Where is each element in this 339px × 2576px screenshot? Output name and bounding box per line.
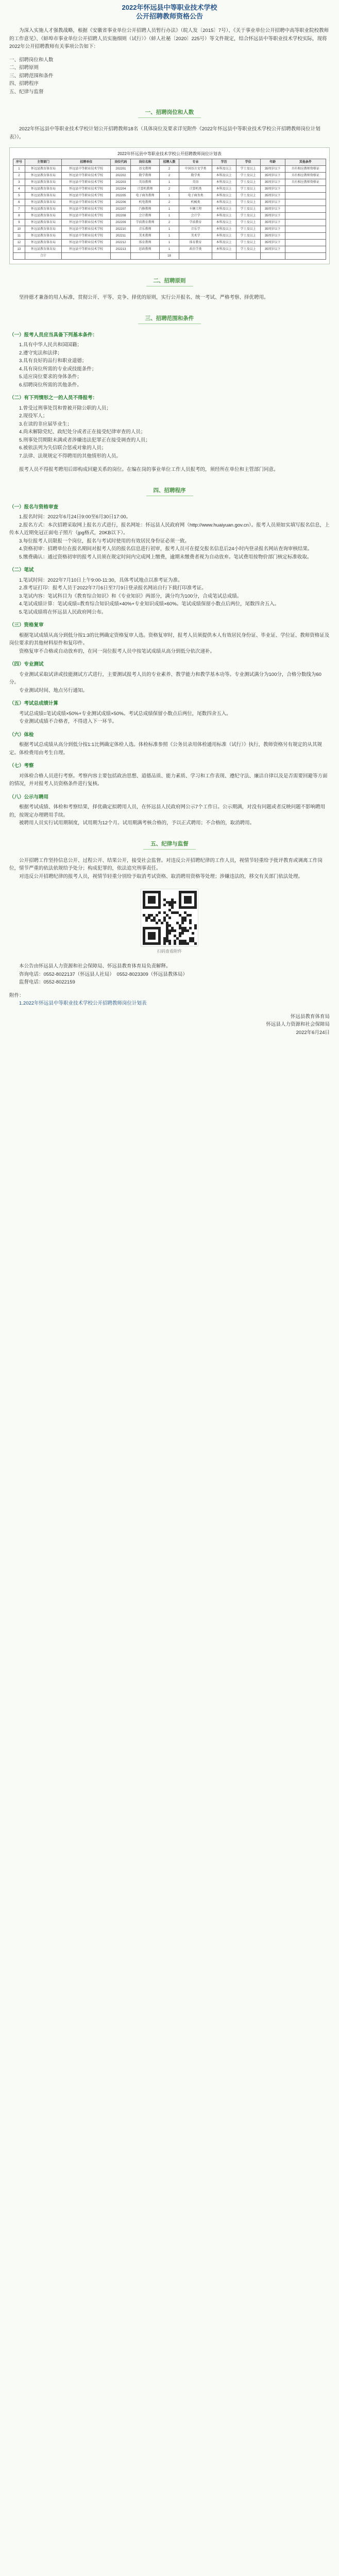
s4-part-8-title: （八）公示与聘用 (9, 794, 49, 800)
table-cell: 怀远县教育体育局 (25, 206, 61, 213)
sign-date: 2022年6月24日 (296, 1029, 330, 1036)
section-heading-1: 一、招聘岗位和人数 (9, 107, 330, 118)
table-cell: 1 (159, 226, 179, 233)
s3-forbid-item: 5.刑事处罚期限未满或者涉嫌违法犯罪正在接受调查的人员； (19, 437, 150, 443)
s4-part-1-item: 4.资格初审：招聘单位在报名期间对报考人员的报名信息进行初审，报考人员可在提交报名信息后24小时内登录报名网站查询审核结果。 (19, 546, 313, 552)
table-cell (285, 226, 326, 233)
s4-part-1-item: 2.报名方式：本次招聘采取网上报名方式进行，报名网址：怀远县人民政府网（http://www.huaiyuan.gov.cn）。报考人员须如实填写报名信息，上传本人近期免冠正面电子照片（jpg格式，20KB以下）。 (9, 522, 330, 536)
signature-block (9, 1013, 330, 1037)
table-cell: 机电教师 (131, 199, 159, 206)
table-cell: 10 (13, 226, 25, 233)
table-caption: 2022年怀远县中等职业技术学校公开招聘教师岗位计划表 (117, 151, 222, 156)
table-cell (285, 199, 326, 206)
table-cell: 学士及以上 (236, 173, 260, 179)
section-heading-2: 二、招聘原则 (9, 276, 330, 286)
table-cell: 学士及以上 (236, 246, 260, 253)
s3-forbid-item: 6.被依法列为失信联合惩戒对象的人员； (19, 445, 107, 451)
s4-part-2-item: 5.笔试成绩将在怀远县人民政府网公布。 (19, 609, 107, 615)
toc-item: 五、纪律与监督 (9, 89, 44, 95)
section-5-text: 公开招聘工作坚持信息公开、过程公开、结果公开，接受社会监督。对违反公开招聘纪律的工作人员，视情节轻重给予批评教育或调离工作岗位，情节严重的依法依规给予处分；构成犯罪的，依法追究刑事责任。 (9, 857, 323, 871)
s3-condition-item: 4.具有岗位所需的专业或技能条件； (19, 366, 97, 372)
table-cell: 学士及以上 (236, 186, 260, 193)
table-header-row (13, 159, 326, 166)
table-cell: 思政教师 (131, 246, 159, 253)
table-row (13, 240, 326, 246)
s4-part-6-item: 根据考试总成绩从高分到低分按1:1比例确定体检人选。体检标准参照《公务员录用体检通用标准（试行）》执行，教师资格另有规定的从其规定。体检费用由考生自理。 (9, 742, 322, 756)
table-cell: 体育教育 (179, 240, 212, 246)
table-cell: 本科及以上 (212, 173, 236, 179)
qr-caption: 扫码查看附件 (157, 949, 182, 954)
table-cell: 本科及以上 (212, 193, 236, 199)
table-cell: 体育教师 (131, 240, 159, 246)
table-row (13, 219, 326, 226)
table-row (13, 179, 326, 186)
table-cell: 8 (13, 213, 25, 219)
s3-condition-item: 3.具有良好的品行和职业道德； (19, 358, 87, 364)
table-header-cell: 招聘单位 (62, 159, 111, 166)
table-header-cell: 岗位名称 (131, 159, 159, 166)
s4-part-7-item: 对体检合格人员进行考察。考察内容主要包括政治思想、道德品质、能力素质、学习和工作表现、遵纪守法、廉洁自律以及是否需要回避等方面的情况，并对报考人员资格条件进行复核。 (9, 773, 328, 787)
table-cell: 车辆工程 (179, 206, 212, 213)
table-cell: 具有相应教师资格证 (285, 173, 326, 179)
table-cell: 202212 (111, 240, 131, 246)
s4-part-1-item: 3.每位报考人员限报一个岗位，报名与考试时使用的有效居民身份证必须一致。 (19, 538, 190, 544)
table-cell: 怀远县教育体育局 (25, 173, 61, 179)
table-header-cell: 专业 (179, 159, 212, 166)
table-cell (179, 253, 212, 260)
table-cell: 35周岁以下 (260, 179, 285, 186)
table-cell: 具有相应教师资格证 (285, 166, 326, 173)
table-cell: 35周岁以下 (260, 246, 285, 253)
table-cell: 202209 (111, 219, 131, 226)
table-header-cell: 岗位代码 (111, 159, 131, 166)
table-cell: 202202 (111, 173, 131, 179)
table-cell: 35周岁以下 (260, 219, 285, 226)
s4-part-2-item: 1.笔试时间：2022年7月10日上午9:00-11:30，具体考试地点以准考证为准。 (19, 577, 183, 583)
s3-condition-item: 1.具有中华人民共和国国籍； (19, 342, 82, 348)
table-cell: 学士及以上 (236, 233, 260, 240)
table-row (13, 193, 326, 199)
s3-condition-item: 6.招聘岗位所需的其他条件。 (19, 382, 82, 388)
table-cell: 35周岁以下 (260, 213, 285, 219)
s4-part-6-title: （六）体检 (9, 732, 34, 738)
table-cell: 怀远县教育体育局 (25, 240, 61, 246)
s4-part-7-title: （七）考察 (9, 763, 34, 769)
table-cell: 音乐教师 (131, 226, 159, 233)
table-cell: 怀远县教育体育局 (25, 219, 61, 226)
s3-condition-item: 5.适应岗位要求的身体条件； (19, 374, 82, 380)
table-cell: 本科及以上 (212, 219, 236, 226)
s4-part-2-item: 4.笔试成绩计算：笔试成绩=教育综合知识成绩×40%+专业知识成绩×60%。笔试成绩保留小数点后两位，尾数四舍五入。 (19, 601, 280, 607)
table-cell: 怀远县教育体育局 (25, 186, 61, 193)
toc-item: 一、招聘岗位和人数 (9, 57, 54, 63)
table-row (13, 253, 326, 260)
table-cell (13, 253, 25, 260)
table-cell: 美术教师 (131, 233, 159, 240)
table-cell (260, 253, 285, 260)
toc-item: 四、招聘程序 (9, 81, 39, 87)
table-cell: 学士及以上 (236, 240, 260, 246)
sign-unit-2: 怀远县人力资源和社会保障局 (266, 1022, 330, 1027)
table-cell (285, 193, 326, 199)
table-row (13, 166, 326, 173)
table-cell: 3 (13, 179, 25, 186)
table-row (13, 233, 326, 240)
table-cell: 18 (159, 253, 179, 260)
table-row (13, 173, 326, 179)
supervise-phone: 监督电话：0552-8022159 (19, 979, 75, 985)
table-header-cell: 其他条件 (285, 159, 326, 166)
table-cell: 学士及以上 (236, 219, 260, 226)
table-header-cell: 学历 (212, 159, 236, 166)
table-cell: 电子商务类 (179, 193, 212, 199)
table-cell: 2 (159, 219, 179, 226)
table-cell: 2 (159, 173, 179, 179)
table-cell: 怀远县教育体育局 (25, 193, 61, 199)
table-cell: 语文教师 (131, 166, 159, 173)
section-2-text: 坚持德才兼备的用人标准，贯彻公开、平等、竞争、择优的原则，实行公开报名、统一考试、严格考察、择优聘用。 (19, 295, 269, 300)
table-cell (62, 253, 111, 260)
table-cell: 202206 (111, 199, 131, 206)
table-cell: 本科及以上 (212, 166, 236, 173)
title-line-2: 公开招聘教师资格公告 (135, 12, 203, 20)
table-cell: 本科及以上 (212, 186, 236, 193)
section-1-text: 2022年怀远县中等职业技术学校计划公开招聘教师18名（具体岗位及要求详见附件《2022年怀远县中等职业技术学校公开招聘教师岗位计划表》）。 (9, 126, 320, 140)
table-cell: 计算机教师 (131, 186, 159, 193)
s3-forbid-item: 7.法律、法规规定不得聘用的其他情形的人员。 (19, 453, 121, 459)
table-cell: 35周岁以下 (260, 193, 285, 199)
s4-part-8-item: 根据考试成绩、体检和考察结果，择优确定拟聘用人员，在怀远县人民政府网公示7个工作日。公示期满，对没有问题或者反映问题不影响聘用的，按规定办理聘用手续。 (9, 804, 326, 818)
s4-part-3-item: 资格复审不合格或自动放弃的，在同一岗位报考人员中按笔试成绩从高分到低分依次递补。 (19, 648, 215, 654)
attachment-label: 附件： (9, 992, 24, 998)
s3-forbid-item: 3.在读的非应届毕业生； (19, 421, 72, 427)
table-cell: 本科及以上 (212, 246, 236, 253)
s3-extra-note: 报考人员不得报考聘用后即构成回避关系的岗位。在编在岗的事业单位工作人员报考的，须经所在单位和主管部门同意。 (19, 467, 279, 472)
table-cell: 1 (159, 179, 179, 186)
s4-part-1-title: （一）报名与资格审查 (9, 504, 59, 510)
table-row (13, 246, 326, 253)
s4-part-2-item: 3.笔试内容：笔试科目为《教育综合知识》和《专业知识》两部分，满分均为100分，合成笔试总成绩。 (19, 593, 242, 599)
table-row (13, 186, 326, 193)
s3-condition-item: 2.遵守宪法和法律； (19, 350, 62, 356)
s4-part-1-item: 1.报名时间：2022年6月24日9:00至6月30日17:00。 (19, 514, 131, 520)
table-row (13, 206, 326, 213)
table-cell: 中国语言文学类 (179, 166, 212, 173)
table-cell: 怀远县中等职业技术学校 (62, 233, 111, 240)
table-cell: 11 (13, 233, 25, 240)
table-cell: 1 (159, 233, 179, 240)
table-cell: 本科及以上 (212, 199, 236, 206)
table-cell: 1 (159, 213, 179, 219)
s3-forbid-item: 2.现役军人； (19, 413, 48, 419)
table-cell: 35周岁以下 (260, 173, 285, 179)
table-cell: 本科及以上 (212, 206, 236, 213)
table-cell: 4 (13, 186, 25, 193)
table-cell: 35周岁以下 (260, 186, 285, 193)
table-cell: 会计教师 (131, 213, 159, 219)
s4-part-8-item: 被聘用人员实行试用期制度，试用期为12个月。试用期满考核合格的，予以正式聘用；不合格的，取消聘用。 (19, 820, 255, 826)
attachment-link[interactable]: 1.2022年怀远县中等职业技术学校公开招聘教师岗位计划表 (19, 1001, 147, 1006)
table-cell: 本科及以上 (212, 213, 236, 219)
table-cell: 政治学类 (179, 246, 212, 253)
table-cell (285, 213, 326, 219)
table-row (13, 199, 326, 206)
s4-part-5-title: （五）考试总成绩计算 (9, 701, 59, 706)
table-cell: 35周岁以下 (260, 166, 285, 173)
table-cell: 怀远县中等职业技术学校 (62, 226, 111, 233)
consult-phone: 咨询电话：0552-8022137（怀远县人社局） 0552-8023309（怀远县教体局） (19, 971, 188, 977)
table-cell: 具有相应教师资格证 (285, 179, 326, 186)
table-cell: 电子商务教师 (131, 193, 159, 199)
table-cell (285, 240, 326, 246)
table-cell: 怀远县教育体育局 (25, 246, 61, 253)
table-cell: 本科及以上 (212, 226, 236, 233)
table-cell: 数学类 (179, 173, 212, 179)
table-header-cell: 主管部门 (25, 159, 61, 166)
s3-forbid-item: 4.尚未解除党纪、政纪处分或者正在接受纪律审查的人员； (19, 429, 146, 435)
table-cell: 怀远县中等职业技术学校 (62, 240, 111, 246)
table-cell: 数学教师 (131, 173, 159, 179)
table-cell: 202207 (111, 206, 131, 213)
table-cell (131, 253, 159, 260)
table-cell (111, 253, 131, 260)
table-cell: 怀远县教育体育局 (25, 213, 61, 219)
table-cell (285, 253, 326, 260)
table-cell: 1 (159, 193, 179, 199)
table-cell: 怀远县中等职业技术学校 (62, 213, 111, 219)
table-cell: 汽修教师 (131, 206, 159, 213)
table-cell: 35周岁以下 (260, 240, 285, 246)
table-cell: 35周岁以下 (260, 199, 285, 206)
position-table-card (9, 147, 330, 264)
title-line-1: 2022年怀远县中等职业技术学校 (122, 4, 217, 11)
table-cell: 1 (159, 246, 179, 253)
table-cell: 合计 (25, 253, 61, 260)
section-heading-5: 五、纪律与监督 (9, 839, 330, 850)
table-cell: 怀远县中等职业技术学校 (62, 219, 111, 226)
table-cell: 202204 (111, 186, 131, 193)
table-cell: 202201 (111, 166, 131, 173)
table-cell: 怀远县中等职业技术学校 (62, 193, 111, 199)
table-cell: 怀远县中等职业技术学校 (62, 206, 111, 213)
s4-part-4-item: 专业测试采取试讲或技能测试方式进行，主要测试报考人员的专业素养、教学能力和教学基本功等。专业测试满分为100分，合格分数线为60分。 (9, 671, 321, 685)
s4-part-5-item: 考试总成绩=笔试成绩×50%+专业测试成绩×50%。考试总成绩保留小数点后两位，尾数四舍五入。 (19, 710, 231, 717)
table-cell: 怀远县中等职业技术学校 (62, 173, 111, 179)
table-cell: 会计学 (179, 213, 212, 219)
table-cell: 1 (159, 206, 179, 213)
table-cell: 学士及以上 (236, 213, 260, 219)
table-cell: 1 (13, 166, 25, 173)
table-cell: 学前教育 (179, 219, 212, 226)
table-cell: 35周岁以下 (260, 226, 285, 233)
table-cell: 计算机类 (179, 186, 212, 193)
table-cell: 202205 (111, 193, 131, 199)
table-cell: 5 (13, 193, 25, 199)
table-cell: 12 (13, 240, 25, 246)
table-cell: 怀远县教育体育局 (25, 226, 61, 233)
s4-part-3-title: （三）资格复审 (9, 622, 44, 628)
intro-paragraph: 为深入实施人才强教战略，根据《安徽省事业单位公开招聘人员暂行办法》（皖人发〔2015〕7号）、《关于事业单位公开招聘中高等职业院校教师的工作意见》、《蚌埠市事业单位公开招聘人员实施细则（试行）》（蚌人社秘〔2020〕225号）等文件规定，结合怀远县中等职业技术学校实际，现将2022年公开招聘教师有关事项公告如下： (9, 28, 329, 49)
table-cell: 怀远县中等职业技术学校 (62, 186, 111, 193)
table-cell: 本科及以上 (212, 179, 236, 186)
toc-item: 三、招聘范围和条件 (9, 73, 54, 79)
table-cell (285, 233, 326, 240)
table-cell: 202213 (111, 246, 131, 253)
s3-subheading-2: （二）有下列情形之一的人员不得报考： (9, 395, 98, 401)
table-cell: 怀远县中等职业技术学校 (62, 246, 111, 253)
explain-note: 本公告由怀远县人力资源和社会保障局、怀远县教育体育局负责解释。 (19, 963, 171, 969)
table-cell (212, 253, 236, 260)
table-cell: 202210 (111, 226, 131, 233)
table-cell: 学士及以上 (236, 199, 260, 206)
position-table (13, 159, 326, 260)
table-cell: 怀远县教育体育局 (25, 166, 61, 173)
table-header-cell: 招聘人数 (159, 159, 179, 166)
table-body (13, 166, 326, 260)
table-cell: 202211 (111, 233, 131, 240)
table-cell: 怀远县中等职业技术学校 (62, 166, 111, 173)
table-cell (285, 219, 326, 226)
table-cell: 202208 (111, 213, 131, 219)
section-5-text: 对违反公开招聘纪律的报考人员，视情节轻重分别给予取消考试资格、取消聘用资格等处理；涉嫌违法的，移交有关部门依法处理。 (19, 873, 303, 879)
table-cell: 1 (159, 240, 179, 246)
table-cell: 学士及以上 (236, 193, 260, 199)
toc-item: 二、招聘原则 (9, 65, 39, 71)
table-cell: 音乐学 (179, 226, 212, 233)
table-cell: 9 (13, 219, 25, 226)
table-cell: 本科及以上 (212, 240, 236, 246)
table-cell: 2 (159, 186, 179, 193)
s4-part-2-item: 2.准考证打印：报考人员于2022年7月6日至7月9日登录报名网站自行下载打印准考证。 (19, 585, 207, 591)
table-cell: 本科及以上 (212, 233, 236, 240)
table-cell (236, 253, 260, 260)
table-header-cell: 序号 (13, 159, 25, 166)
table-cell: 2 (159, 166, 179, 173)
table-cell: 学士及以上 (236, 206, 260, 213)
table-cell: 学士及以上 (236, 179, 260, 186)
section-heading-3: 三、招聘范围和条件 (9, 313, 330, 324)
sign-unit-1: 怀远县教育体育局 (290, 1013, 330, 1020)
s3-forbid-item: 1.曾受过刑事处罚和曾被开除公职的人员； (19, 405, 111, 411)
table-cell: 英语教师 (131, 179, 159, 186)
table-cell: 怀远县中等职业技术学校 (62, 199, 111, 206)
table-cell: 怀远县教育体育局 (25, 199, 61, 206)
table-cell (285, 186, 326, 193)
table-cell: 怀远县教育体育局 (25, 233, 61, 240)
table-cell (285, 246, 326, 253)
table-row (13, 226, 326, 233)
s4-part-2-title: （二）笔试 (9, 567, 34, 573)
table-header-cell: 年龄 (260, 159, 285, 166)
table-cell: 英语 (179, 179, 212, 186)
table-cell: 学士及以上 (236, 226, 260, 233)
s3-subheading-1: （一）报考人员应当具备下列基本条件： (9, 332, 98, 338)
table-cell: 202203 (111, 179, 131, 186)
table-cell: 35周岁以下 (260, 206, 285, 213)
table-cell: 美术学 (179, 233, 212, 240)
table-cell: 35周岁以下 (260, 233, 285, 240)
table-cell (285, 206, 326, 213)
table-row (13, 213, 326, 219)
table-cell: 怀远县教育体育局 (25, 179, 61, 186)
table-cell: 学前教育教师 (131, 219, 159, 226)
section-heading-4: 四、招聘程序 (9, 485, 330, 496)
table-cell: 13 (13, 246, 25, 253)
s4-part-3-item: 根据笔试成绩从高分到低分按1:3的比例确定资格复审人选。资格复审时，报考人员须提供本人有效居民身份证、毕业证、学位证、教师资格证及岗位要求的其他材料原件和复印件。 (9, 632, 330, 646)
table-cell: 7 (13, 206, 25, 213)
s4-part-4-item: 专业测试时间、地点另行通知。 (19, 687, 88, 693)
page-title (9, 3, 330, 21)
table-cell: 2 (159, 199, 179, 206)
table-cell: 机械类 (179, 199, 212, 206)
table-cell: 怀远县中等职业技术学校 (62, 179, 111, 186)
table-cell: 学士及以上 (236, 166, 260, 173)
s4-part-5-item: 专业测试成绩不合格者，不得进入下一环节。 (19, 719, 117, 724)
table-cell: 2 (13, 173, 25, 179)
table-cell: 6 (13, 199, 25, 206)
table-header-cell: 学位 (236, 159, 260, 166)
s4-part-1-item: 5.缴费确认：通过资格初审的报考人员须在规定时间内完成网上缴费，逾期未缴费者视为自动放弃。笔试费用按物价部门核定标准收取。 (19, 554, 312, 560)
s4-part-4-title: （四）专业测试 (9, 662, 44, 667)
qr-code-image[interactable] (141, 889, 198, 946)
